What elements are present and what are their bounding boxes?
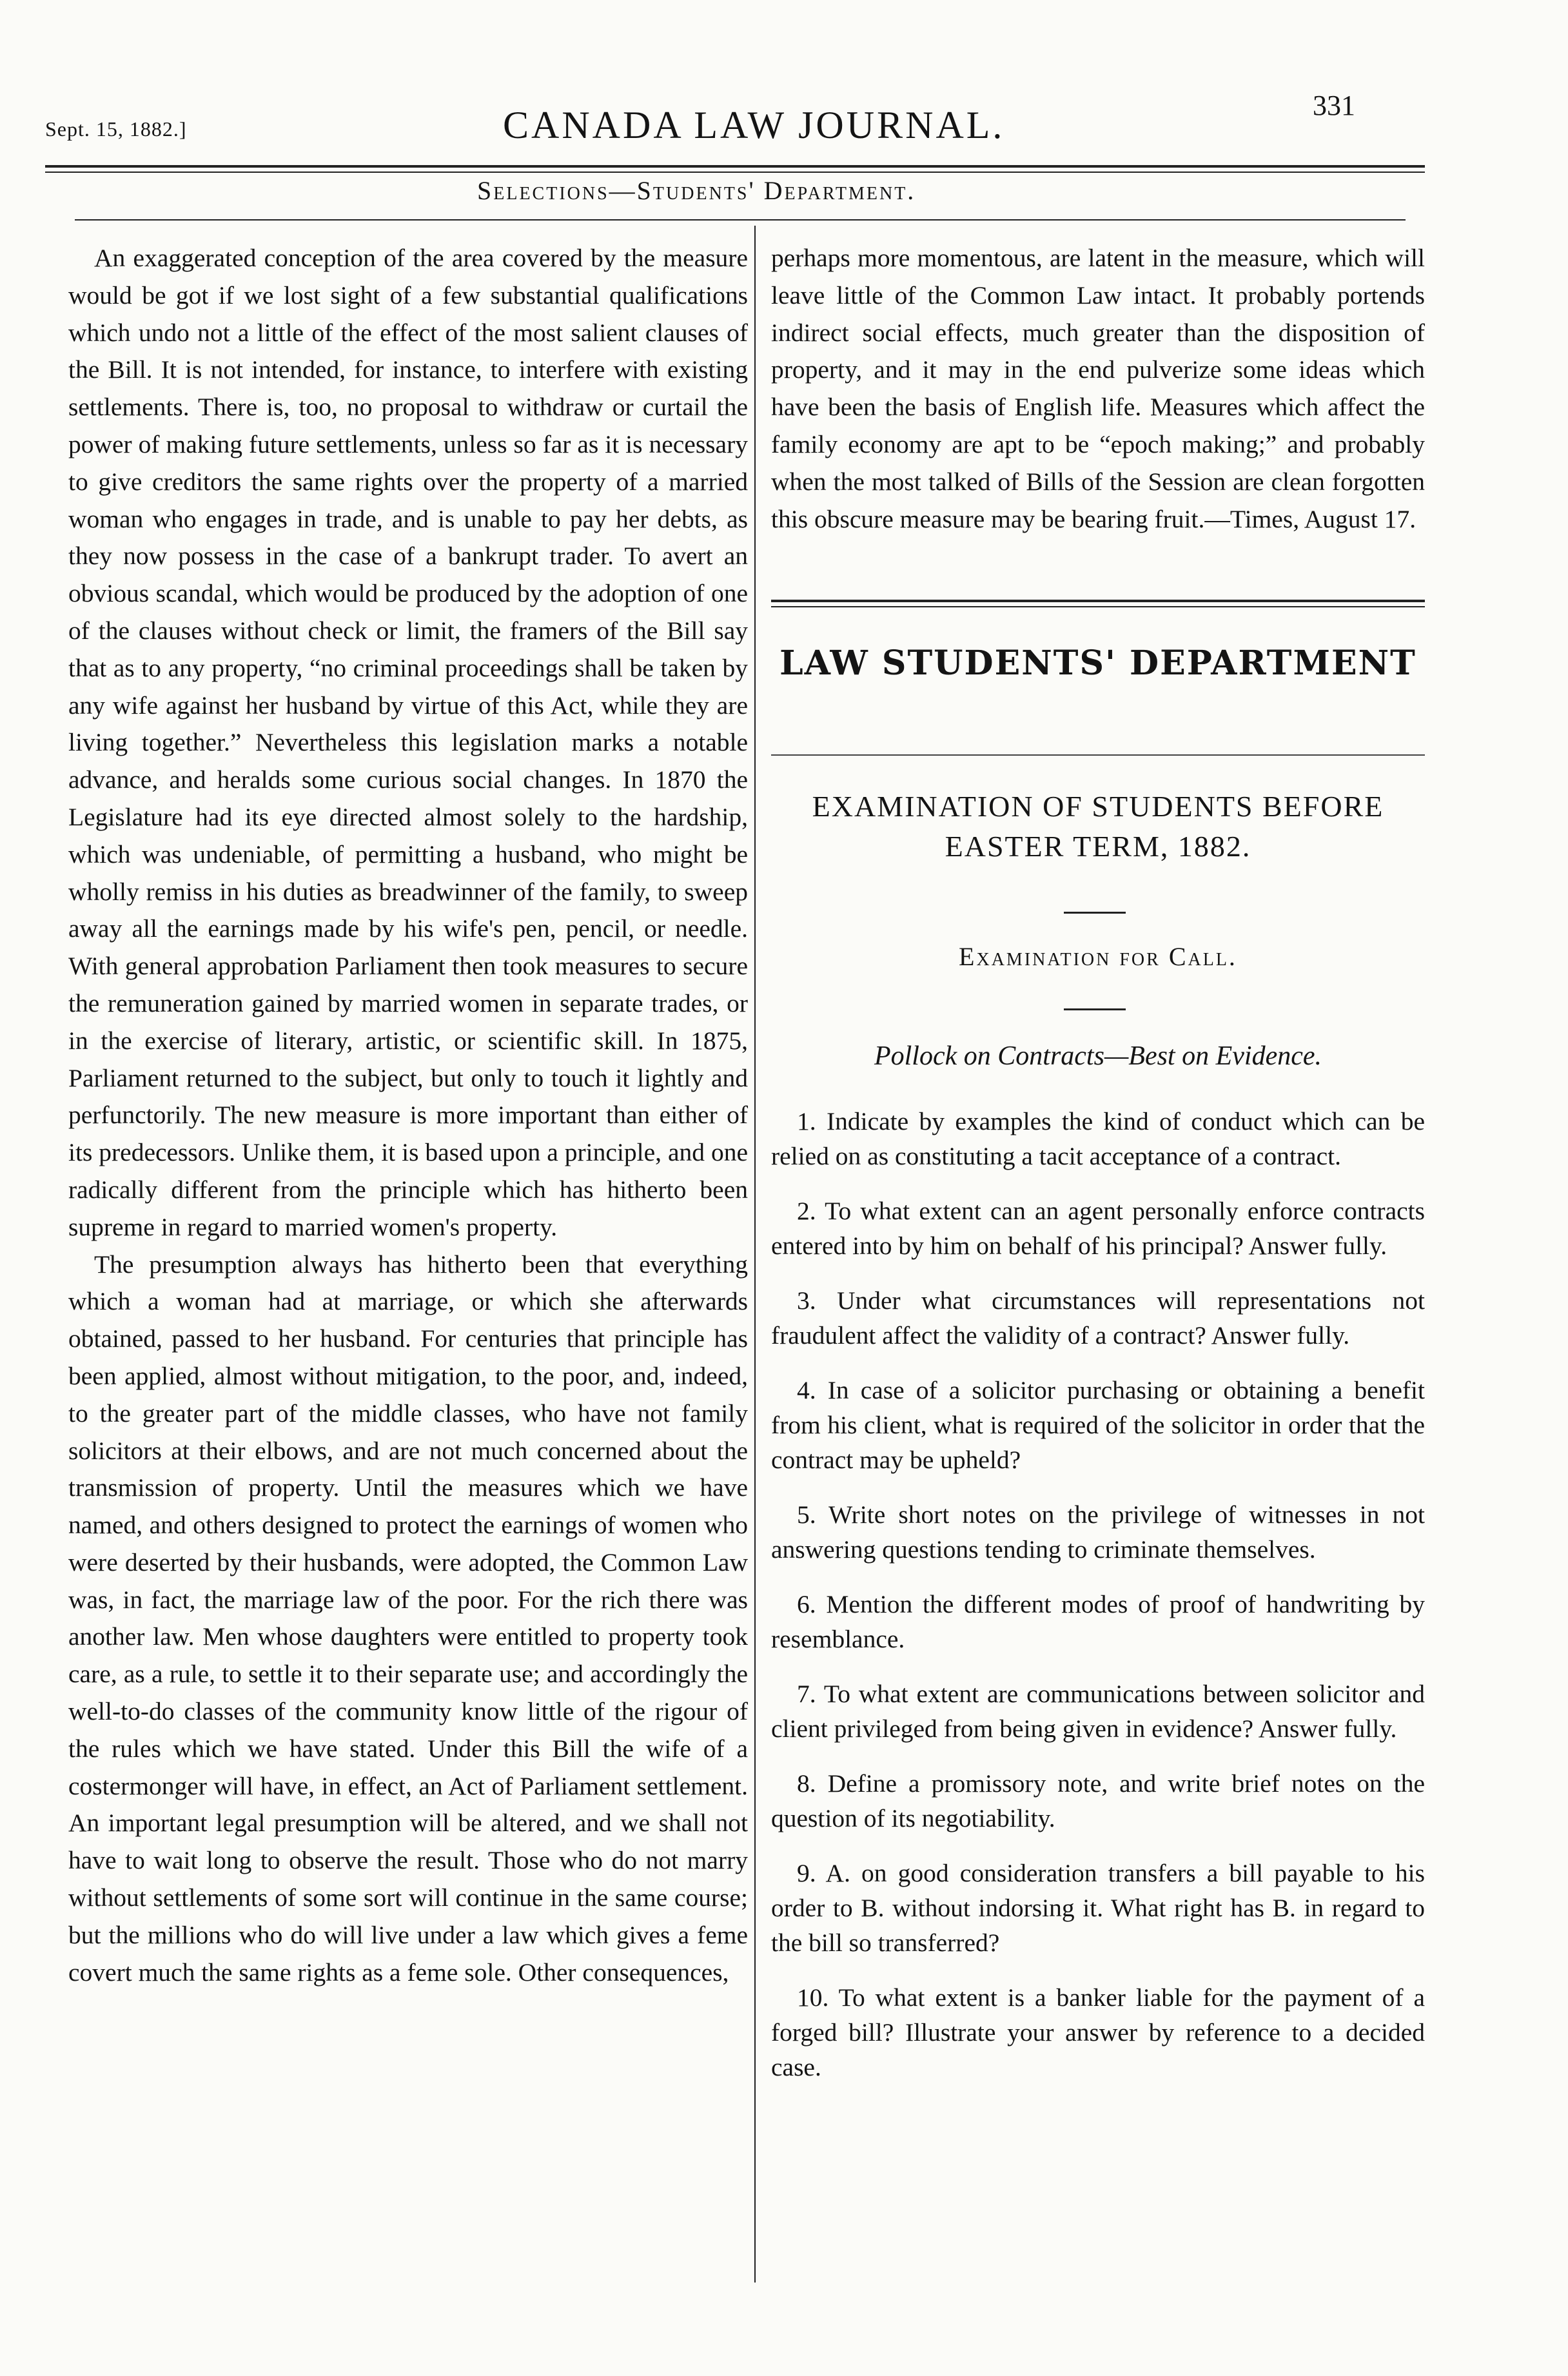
section-rule xyxy=(75,219,1406,221)
exam-type: Examination for Call. xyxy=(959,942,1237,971)
short-divider xyxy=(1064,1008,1126,1010)
left-column xyxy=(68,240,748,1991)
question-item: 3. Under what circumstances will representations not fraudulent affect the validity of a contract? Answer fully. xyxy=(771,1286,1425,1350)
department-title-rule xyxy=(771,754,1425,756)
question-item: 9. A. on good consideration transfers a bill payable to his order to B. without indorsing it. What right has B. in regard to the bill so transferred? xyxy=(771,1859,1425,1957)
question-item: 4. In case of a solicitor purchasing or obtaining a benefit from his client, what is required of the solicitor in order that the contract may be upheld? xyxy=(771,1376,1425,1474)
department-title: LAW STUDENTS' DEPARTMENT xyxy=(779,643,1416,683)
question-item: 6. Mention the different modes of proof of handwriting by resemblance. xyxy=(771,1590,1425,1653)
question-item: 1. Indicate by examples the kind of conduct which can be relied on as constituting a tacit acceptance of a contract. xyxy=(771,1107,1425,1170)
exam-title: EXAMINATION OF STUDENTS BEFORE EASTER TERM, 1882. xyxy=(812,790,1384,863)
question-item: 2. To what extent can an agent personally enforce contracts entered into by him on behalf of his principal? Answer fully. xyxy=(771,1197,1425,1260)
article-continuation: perhaps more momentous, are latent in the measure, which will leave little of the Common Law intact. It probably portends indirect social effects, much greater than the disposition of property, and it may in the end pulverize some ideas which have been the basis of English life. Measures which affect the family economy are apt to be “epoch making;” and probably when the most talked of Bills of the Session are clean forgotten this obscure measure may be bearing fruit.—Times, August 17. xyxy=(771,244,1425,533)
right-column-continuation xyxy=(771,240,1425,538)
question-item: 10. To what extent is a banker liable for the payment of a forged bill? Illustrate your answer by reference to a decided case. xyxy=(771,1983,1425,2081)
column-divider xyxy=(754,226,756,2283)
issue-date: Sept. 15, 1882.] xyxy=(45,117,187,141)
article-paragraph: An exaggerated conception of the area covered by the measure would be got if we lost sight of a few substantial qualifications which undo not a little of the effect of the most salient clauses of the Bill. It is not intended, for instance, to interfere with existing settlements. There is, too, no proposal to withdraw or curtail the power of making future settlements, unless so far as it is necessary to give creditors the same rights over the property of a married woman who engages in trade, and is unable to pay her debts, as they now possess in the case of a bankrupt trader. To avert an obvious scandal, which would be produced by the adoption of one of the clauses without check or limit, the framers of the Bill say that as to any property, “no criminal proceedings shall be taken by any wife against her husband by virtue of this Act, while they are living together.” Nevertheless this legislation marks a notable advance, and heralds some curious social changes. In 1870 the Legislature had its eye directed almost solely to the hardship, which was undeniable, of permitting a husband, who might be wholly remiss in his duties as breadwinner of the family, to sweep away all the earnings made by his wife's pen, pencil, or needle. With general approbation Parliament then took measures to secure the remuneration gained by married women in separate trades, or in the exercise of literary, artistic, or scientific skill. In 1875, Parliament returned to the subject, but only to touch it lightly and perfunctorily. The new measure is more important than either of its predecessors. Unlike them, it is based upon a principle, and one radically different from the principle which has hitherto been supreme in regard to married women's property. xyxy=(68,244,748,1241)
department-rule-thick xyxy=(771,600,1425,602)
department-rule-thin xyxy=(771,606,1425,607)
short-divider xyxy=(1064,912,1126,914)
header-rule-thick xyxy=(45,165,1425,168)
question-list xyxy=(771,1104,1425,2105)
question-item: 8. Define a promissory note, and write brief notes on the question of its negotiability. xyxy=(771,1769,1425,1832)
question-item: 5. Write short notes on the privilege of witnesses in not answering questions tending to criminate themselves. xyxy=(771,1500,1425,1564)
question-item: 7. To what extent are communications between solicitor and client privileged from being given in evidence? Answer fully. xyxy=(771,1680,1425,1743)
journal-title: CANADA LAW JOURNAL. xyxy=(503,104,1005,146)
article-paragraph: The presumption always has hitherto been that everything which a woman had at marriage, or which she afterwards obtained, passed to her husband. For centuries that principle has been applied, almost without mitigation, to the poor, and, indeed, to the greater part of the middle classes, who have not family solicitors at their elbows, and are not much concerned about the transmission of property. Until the measures which we have named, and others designed to protect the earnings of women who were deserted by their husbands, were adopted, the Common Law was, in fact, the marriage law of the poor. For the rich there was another law. Men whose daughters were entitled to property took care, as a rule, to settle it to their separate use; and accordingly the well-to-do classes of the community know little of the rigour of the rules which we have stated. Under this Bill the wife of a costermonger will have, in effect, an Act of Parliament settlement. An important legal presumption will be altered, and we shall not have to wait long to observe the result. Those who do not marry without settlements of some sort will continue in the same course; but the millions who do will live under a law which gives a feme covert much the same rights as a feme sole. Other consequences, xyxy=(68,1250,748,1987)
section-header: Selections—Students' Department. xyxy=(477,176,916,205)
page-number: 331 xyxy=(1313,90,1355,121)
header-rule-thin xyxy=(45,172,1425,173)
exam-subject: Pollock on Contracts—Best on Evidence. xyxy=(874,1041,1322,1071)
